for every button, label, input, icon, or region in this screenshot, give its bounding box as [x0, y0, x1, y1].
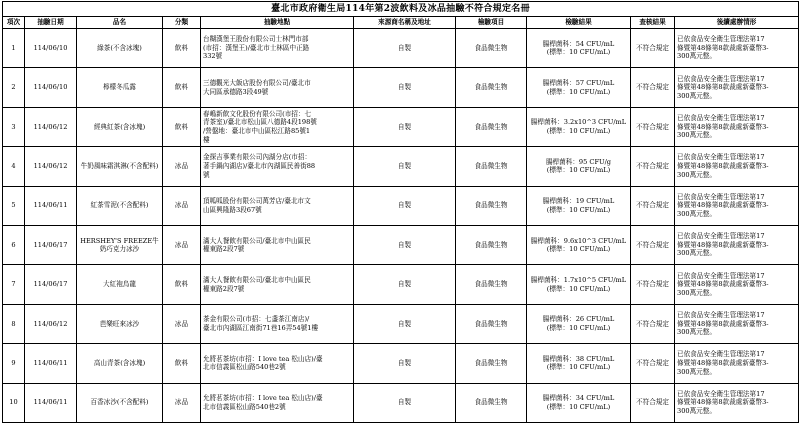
cell-date: 114/06/10 — [25, 68, 77, 107]
table-row — [3, 147, 799, 186]
cell-line: 允將茗茶坊(市招：I love tea 松山店)/臺 — [203, 354, 323, 363]
cell-action — [675, 225, 799, 264]
cell-line: 腸桿菌科：3.2x10^3 CFU/mL — [530, 118, 627, 127]
cell-category: 冰品 — [163, 225, 201, 264]
cell-line: 腸桿菌科：34 CFU/mL — [542, 394, 615, 403]
table-row — [3, 186, 799, 225]
cell-line: 號 — [203, 170, 210, 179]
cell-judgement: 不符合規定 — [631, 344, 675, 383]
cell-line: 腸桿菌科：9.6x10^3 CFU/mL — [530, 236, 627, 245]
cell-result — [527, 265, 631, 304]
cell-no: 3 — [3, 107, 25, 146]
cell-line: 已依食品安全衛生管理法第17 — [677, 74, 765, 83]
cell-result — [527, 147, 631, 186]
cell-line: /營盤地：臺北市中山區松江路85號1 — [203, 126, 311, 135]
cell-category: 冰品 — [163, 147, 201, 186]
cell-line: 條暨第48條第8款裁處新臺幣3- — [677, 201, 769, 210]
cell-line: 已依食品安全衛生管理法第17 — [677, 192, 765, 201]
cell-line: (標準：10 CFU/mL) — [546, 245, 611, 254]
cell-result — [527, 344, 631, 383]
cell-line: 春嶋新飲文化股份有限公司(市招：七 — [203, 109, 312, 118]
cell-judgement: 不符合規定 — [631, 383, 675, 422]
cell-date: 114/06/11 — [25, 344, 77, 383]
cell-result — [527, 225, 631, 264]
table-row — [3, 265, 799, 304]
cell-action — [675, 68, 799, 107]
table-row — [3, 344, 799, 383]
cell-name: 紅茶雪泥(不含配料) — [77, 186, 163, 225]
cell-line: (標準：10 CFU/mL) — [546, 48, 611, 57]
cell-line: 台糊漢堡王股份有限公司士林門市部 — [203, 35, 309, 44]
cell-location — [201, 186, 354, 225]
cell-no: 4 — [3, 147, 25, 186]
cell-judgement: 不符合規定 — [631, 265, 675, 304]
cell-line: 樓 — [203, 135, 210, 144]
cell-location — [201, 107, 354, 146]
table-row — [3, 304, 799, 343]
cell-no: 10 — [3, 383, 25, 422]
cell-date: 114/06/17 — [25, 225, 77, 264]
cell-action — [675, 186, 799, 225]
cell-name: 檸檬冬瓜露 — [77, 68, 163, 107]
cell-action — [675, 344, 799, 383]
cell-line: 三德觀光大飯店股份有限公司/臺北市 — [203, 78, 311, 87]
cell-line: (標準：10 CFU/mL) — [546, 323, 611, 332]
cell-location — [201, 383, 354, 422]
cell-source: 自製 — [354, 344, 456, 383]
cell-line: 已依食品安全衛生管理法第17 — [677, 232, 765, 241]
cell-date: 114/06/11 — [25, 186, 77, 225]
header-judgement: 查核結果 — [631, 17, 675, 29]
cell-item: 食品微生物 — [456, 29, 527, 68]
cell-line: 已依食品安全衛生管理法第17 — [677, 311, 765, 320]
cell-line: 允將茗茶坊(市招：I love tea 松山店)/臺 — [203, 394, 323, 403]
cell-line: 條暨第48條第8款裁處新臺幣3- — [677, 43, 769, 52]
cell-name: 牛奶風味霜淇淋(不含配料) — [77, 147, 163, 186]
table-row — [3, 68, 799, 107]
cell-no: 8 — [3, 304, 25, 343]
cell-line: 北市信義區松山路540巷2號 — [203, 402, 286, 411]
cell-item: 食品微生物 — [456, 107, 527, 146]
cell-source: 自製 — [354, 147, 456, 186]
cell-line: 權東路2段7號 — [203, 284, 245, 293]
cell-line: (市招：漢堡王)/臺北市士林區中正路 — [203, 43, 310, 52]
header-source: 來源商名稱及地址 — [354, 17, 456, 29]
cell-line: 300萬元整。 — [677, 249, 716, 258]
cell-no: 2 — [3, 68, 25, 107]
header-name: 品名 — [77, 17, 163, 29]
cell-action — [675, 147, 799, 186]
cell-line: 大同區承德路3段49號 — [203, 87, 269, 96]
cell-line: 權東路2段7號 — [203, 245, 245, 254]
cell-line: (標準：10 CFU/mL) — [546, 166, 611, 175]
header-item: 檢驗項目 — [456, 17, 527, 29]
cell-line: 已依食品安全衛生管理法第17 — [677, 35, 765, 44]
cell-line: 已依食品安全衛生管理法第17 — [677, 114, 765, 123]
cell-line: 300萬元整。 — [677, 170, 716, 179]
noncompliance-table — [2, 1, 799, 423]
cell-name: 芭樂旺來冰沙 — [77, 304, 163, 343]
header-result: 檢驗結果 — [527, 17, 631, 29]
header-category: 分類 — [163, 17, 201, 29]
cell-source: 自製 — [354, 68, 456, 107]
cell-line: 300萬元整。 — [677, 367, 716, 376]
cell-category: 冰品 — [163, 186, 201, 225]
table-body — [3, 29, 799, 423]
cell-line: 腸桿菌科：95 CFU/g — [545, 157, 612, 166]
cell-no: 1 — [3, 29, 25, 68]
cell-name: 綠茶(不含冰塊) — [77, 29, 163, 68]
document-title: 臺北市政府衛生局114年第2波飲料及冰品抽驗不符合規定名冊 — [3, 2, 799, 17]
cell-name: 高山青茶(含冰塊) — [77, 344, 163, 383]
cell-name: HERSHEY'S FREEZE牛奶巧克力冰沙 — [77, 225, 163, 264]
cell-category: 冰品 — [163, 383, 201, 422]
cell-result — [527, 304, 631, 343]
cell-line: 300萬元整。 — [677, 91, 716, 100]
cell-line: 金探吉事業有限公司內湖分店(市招： — [203, 153, 312, 162]
cell-line: 已依食品安全衛生管理法第17 — [677, 153, 765, 162]
cell-line: 300萬元整。 — [677, 52, 716, 61]
cell-date: 114/06/11 — [25, 383, 77, 422]
cell-line: (標準：10 CFU/mL) — [546, 402, 611, 411]
cell-date: 114/06/12 — [25, 107, 77, 146]
cell-location — [201, 68, 354, 107]
cell-line: 滿大人餐飲有限公司/臺北市中山區民 — [203, 236, 311, 245]
cell-line: 條暨第48條第8款裁處新臺幣3- — [677, 162, 769, 171]
cell-no: 6 — [3, 225, 25, 264]
cell-action — [675, 107, 799, 146]
cell-source: 自製 — [354, 265, 456, 304]
cell-line: 300萬元整。 — [677, 131, 716, 140]
cell-name: 百香冰沙(不含配料) — [77, 383, 163, 422]
cell-item: 食品微生物 — [456, 147, 527, 186]
cell-judgement: 不符合規定 — [631, 225, 675, 264]
cell-action — [675, 304, 799, 343]
table-row — [3, 29, 799, 68]
cell-result — [527, 383, 631, 422]
cell-location — [201, 147, 354, 186]
cell-line: 腸桿菌科：26 CFU/mL — [542, 315, 615, 324]
cell-line: 北市信義區松山路540巷2號 — [203, 363, 286, 372]
cell-action — [675, 29, 799, 68]
cell-item: 食品微生物 — [456, 68, 527, 107]
cell-result — [527, 107, 631, 146]
cell-item: 食品微生物 — [456, 304, 527, 343]
cell-line: 300萬元整。 — [677, 210, 716, 219]
cell-item: 食品微生物 — [456, 265, 527, 304]
cell-category: 冰品 — [163, 304, 201, 343]
cell-line: (標準：10 CFU/mL) — [546, 363, 611, 372]
cell-line: 300萬元整。 — [677, 328, 716, 337]
cell-line: 腸桿菌科：38 CFU/mL — [542, 354, 615, 363]
table-row — [3, 107, 799, 146]
cell-name: 經典紅茶(含冰塊) — [77, 107, 163, 146]
cell-date: 114/06/10 — [25, 29, 77, 68]
cell-line: 條暨第48條第8款裁處新臺幣3- — [677, 319, 769, 328]
cell-location — [201, 265, 354, 304]
cell-judgement: 不符合規定 — [631, 147, 675, 186]
table-row — [3, 383, 799, 422]
cell-source: 自製 — [354, 304, 456, 343]
cell-source: 自製 — [354, 29, 456, 68]
cell-line: 已依食品安全衛生管理法第17 — [677, 350, 765, 359]
cell-line: 已依食品安全衛生管理法第17 — [677, 271, 765, 280]
cell-line: 臺北市內湖區江南街71巷16弄54號1樓 — [203, 323, 319, 332]
cell-source: 自製 — [354, 225, 456, 264]
cell-category: 飲料 — [163, 107, 201, 146]
cell-item: 食品微生物 — [456, 225, 527, 264]
cell-line: (標準：10 CFU/mL) — [546, 205, 611, 214]
cell-category: 飲料 — [163, 68, 201, 107]
cell-date: 114/06/12 — [25, 304, 77, 343]
cell-category: 飲料 — [163, 344, 201, 383]
cell-source: 自製 — [354, 107, 456, 146]
cell-no: 9 — [3, 344, 25, 383]
cell-line: 頂呱呱股份有限公司萬芳店/臺北市文 — [203, 197, 311, 206]
header-date: 抽驗日期 — [25, 17, 77, 29]
cell-line: (標準：10 CFU/mL) — [546, 284, 611, 293]
cell-judgement: 不符合規定 — [631, 68, 675, 107]
cell-category: 飲料 — [163, 29, 201, 68]
cell-line: 條暨第48條第8款裁處新臺幣3- — [677, 83, 769, 92]
cell-judgement: 不符合規定 — [631, 186, 675, 225]
cell-line: 條暨第48條第8款裁處新臺幣3- — [677, 359, 769, 368]
cell-result — [527, 68, 631, 107]
cell-source: 自製 — [354, 383, 456, 422]
cell-location — [201, 344, 354, 383]
cell-judgement: 不符合規定 — [631, 304, 675, 343]
cell-line: (標準：10 CFU/mL) — [546, 126, 611, 135]
document-sheet — [2, 1, 798, 423]
cell-line: 條暨第48條第8款裁處新臺幣3- — [677, 240, 769, 249]
cell-line: 腸桿菌科：19 CFU/mL — [542, 197, 615, 206]
cell-line: 300萬元整。 — [677, 288, 716, 297]
cell-date: 114/06/17 — [25, 265, 77, 304]
cell-line: 山區興隆路3段67號 — [203, 205, 262, 214]
cell-line: 腸桿菌科：54 CFU/mL — [542, 39, 615, 48]
header-no: 項次 — [3, 17, 25, 29]
cell-line: 條暨第48條第8款裁處新臺幣3- — [677, 122, 769, 131]
cell-location — [201, 29, 354, 68]
cell-line: 300萬元整。 — [677, 407, 716, 415]
cell-line: 滿大人餐飲有限公司/臺北市中山區民 — [203, 275, 311, 284]
cell-line: 條暨第48條第8款裁處新臺幣3- — [677, 398, 769, 407]
cell-judgement: 不符合規定 — [631, 107, 675, 146]
cell-no: 7 — [3, 265, 25, 304]
cell-line: 腸桿菌科：57 CFU/mL — [542, 78, 615, 87]
cell-location — [201, 225, 354, 264]
cell-item: 食品微生物 — [456, 186, 527, 225]
cell-line: (標準：10 CFU/mL) — [546, 87, 611, 96]
cell-line: 腸桿菌科：1.7x10^5 CFU/mL — [530, 275, 627, 284]
cell-item: 食品微生物 — [456, 383, 527, 422]
table-row — [3, 225, 799, 264]
cell-category: 飲料 — [163, 265, 201, 304]
cell-name: 大紅袍烏龍 — [77, 265, 163, 304]
cell-line: 茶金有限公司(市招：七盞茶江南店)/ — [203, 315, 310, 324]
cell-line: 條暨第48條第8款裁處新臺幣3- — [677, 280, 769, 289]
cell-no: 5 — [3, 186, 25, 225]
header-row — [3, 17, 799, 29]
cell-line: 青茶室)/臺北市松山區八德路4段198號 — [203, 118, 317, 127]
cell-result — [527, 29, 631, 68]
cell-item: 食品微生物 — [456, 344, 527, 383]
header-location: 抽驗地點 — [201, 17, 354, 29]
cell-line: 著手鍋內湖店)/臺北市內湖區民善街88 — [203, 162, 316, 171]
cell-location — [201, 304, 354, 343]
cell-source: 自製 — [354, 186, 456, 225]
cell-judgement: 不符合規定 — [631, 29, 675, 68]
cell-action — [675, 383, 799, 422]
cell-result — [527, 186, 631, 225]
header-action: 後續處辦情形 — [675, 17, 799, 29]
cell-date: 114/06/12 — [25, 147, 77, 186]
cell-line: 332號 — [203, 52, 223, 61]
cell-action — [675, 265, 799, 304]
cell-line: 已依食品安全衛生管理法第17 — [677, 389, 765, 398]
